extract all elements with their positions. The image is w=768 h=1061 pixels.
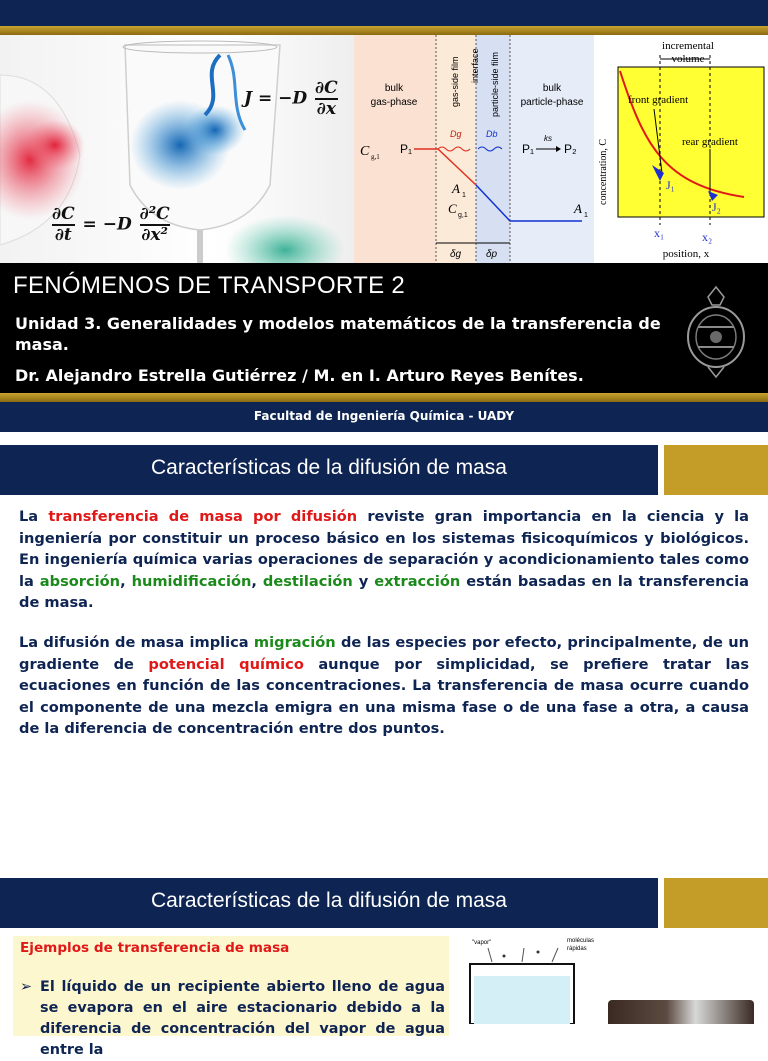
- fick2-rhs-fraction: [140, 205, 170, 245]
- label-moleculas: moléculas: [567, 938, 595, 944]
- section-title-2: Características de la difusión de masa: [150, 889, 507, 912]
- top-navy-bar: [0, 0, 768, 26]
- label-front-gradient: front gradient: [628, 94, 689, 106]
- label-delta-g: δg: [450, 249, 462, 260]
- label-volume: volume: [671, 53, 705, 65]
- label-x2: x₂: [702, 230, 713, 244]
- label-rapidas: rápidas: [567, 946, 587, 952]
- photo-thumbnail: [608, 1000, 754, 1024]
- p1-text-3: ,: [120, 572, 132, 590]
- p1-highlight-diffusion: transferencia de masa por difusión: [48, 508, 358, 525]
- label-interface: interface: [470, 48, 480, 83]
- fick2-rhs-denominator: ∂x²: [141, 225, 168, 245]
- label-a1s-sub: 1: [462, 192, 466, 199]
- p1-text-4: ,: [251, 572, 263, 590]
- paragraph-1: [19, 506, 749, 614]
- p2-text-2: de las especies por efecto, principalmente, de un gradiente de: [19, 634, 749, 673]
- label-j1: J₁: [666, 178, 675, 192]
- label-a1bar-sub: 1: [584, 212, 588, 219]
- label-j2: J₂: [712, 200, 721, 214]
- fick1-denominator: ∂x: [316, 99, 336, 119]
- label-gas-phase: gas-phase: [370, 97, 418, 108]
- label-cgs-sub: g,1: [458, 212, 468, 219]
- p1-highlight-humidificacion: humidificación: [131, 572, 252, 590]
- p1-text-2: reviste gran importancia en la ciencia y la ingeniería por constituir un proceso básico en los sistemas fisicoquímicos y biológicos. En ingeniería química varias operaciones de separación y acondicionamiento tales como la: [19, 508, 750, 590]
- bottom-gold-stripe: [0, 393, 768, 402]
- label-ks: ks: [544, 134, 552, 143]
- p2-highlight-migracion: migración: [253, 634, 336, 651]
- evaporation-diagram: [462, 934, 602, 1024]
- fick2-rhs-numerator: ∂²C: [139, 204, 170, 224]
- header-images: [0, 35, 768, 263]
- p1-text-6: están basadas en la transferencia de masa.: [19, 572, 750, 611]
- examples-title: Ejemplos de transferencia de masa: [20, 940, 290, 956]
- label-dg: Dg: [450, 129, 462, 139]
- label-db: Db: [486, 129, 498, 139]
- label-cg-sub: g,1: [371, 153, 380, 161]
- university-seal-logo: [684, 283, 748, 379]
- title-block: [0, 263, 768, 393]
- course-title: FENÓMENOS DE TRANSPORTE 2: [13, 272, 406, 299]
- gradient-diagram: [594, 35, 768, 263]
- diffusion-glass-image: [0, 35, 354, 263]
- authors-line: Dr. Alejandro Estrella Gutiérrez / M. en I. Arturo Reyes Benítes.: [15, 366, 584, 385]
- fick-first-law: [244, 79, 340, 119]
- p1-text-1: La: [19, 508, 49, 525]
- label-p1-left: P₁: [400, 142, 413, 156]
- bullet-arrow-icon: ➢: [20, 979, 33, 995]
- label-cg: C: [360, 144, 370, 159]
- two-film-diagram: [354, 35, 594, 263]
- label-cgs: C: [448, 201, 457, 216]
- p2-text-3: aunque por simplicidad, se prefiere tratar las ecuaciones en función de las concentraciones. La transferencia de masa ocurre cuando el componente de una mezcla emigra en una misma fase o de una fase a otra, a causa de la diferencia de concentración entre dos puntos.: [19, 655, 750, 737]
- label-p2: P₂: [564, 142, 577, 156]
- slide-examples: [0, 870, 768, 1058]
- paragraph-2: [19, 632, 749, 740]
- p1-text-5: y: [352, 572, 375, 590]
- example-item-1-text: El líquido de un recipiente abierto lleno de agua se evapora en el aire estacionario debido a la diferencia de concentración del vapor de agua entre la: [40, 979, 445, 1058]
- examples-box: [13, 936, 449, 1058]
- label-delta-p: δp: [486, 249, 498, 260]
- label-vapor: "vapor": [472, 940, 492, 946]
- fick1-numerator: ∂C: [315, 78, 338, 98]
- label-particle-side-film: particle-side film: [490, 51, 500, 117]
- gradient-svg: [594, 35, 768, 263]
- title-slide: [0, 0, 768, 432]
- p1-highlight-destilacion: destilación: [262, 572, 353, 590]
- label-rear-gradient: rear gradient: [682, 136, 738, 148]
- label-a1s: A: [452, 181, 460, 196]
- label-x1: x₁: [654, 226, 665, 240]
- gold-accent-box: [664, 445, 768, 495]
- label-gas-side-film: gas-side film: [450, 56, 460, 107]
- p1-highlight-extraccion: extracción: [374, 572, 461, 590]
- section-header: [0, 445, 658, 495]
- two-film-svg: [354, 35, 594, 263]
- p1-highlight-absorcion: absorción: [39, 572, 121, 590]
- label-bulk-gas: bulk: [384, 83, 404, 94]
- unit-subtitle: Unidad 3. Generalidades y modelos matemáticos de la transferencia de masa.: [15, 314, 661, 354]
- gold-accent-box-2: [664, 878, 768, 928]
- label-xlabel: position, x: [662, 248, 710, 260]
- footer-bar: [0, 402, 768, 432]
- p2-text-1: La difusión de masa implica: [19, 634, 254, 651]
- fick2-lhs-denominator: ∂t: [54, 225, 72, 245]
- fick1-lhs: J = −D: [244, 88, 308, 109]
- label-incremental: incremental: [662, 40, 714, 52]
- fick2-mid: = −D: [82, 214, 132, 235]
- fick2-lhs-numerator: ∂C: [52, 204, 75, 224]
- label-particle-phase: particle-phase: [520, 97, 584, 108]
- label-ylabel: concentration, C: [598, 138, 609, 205]
- section-title: Características de la difusión de masa: [150, 456, 507, 479]
- fick-second-law: [50, 205, 172, 245]
- slide-characteristics: [0, 432, 768, 870]
- top-gold-stripe: [0, 26, 768, 35]
- label-bulk-particle: bulk: [542, 83, 562, 94]
- fick2-lhs-fraction: [52, 205, 75, 245]
- example-item-1: [20, 977, 445, 1061]
- faculty-footer: Facultad de Ingeniería Química - UADY: [253, 409, 515, 423]
- p2-highlight-potencial: potencial químico: [148, 655, 304, 673]
- fick1-fraction: [315, 79, 338, 119]
- section-header-2: [0, 878, 658, 928]
- label-p1-right: P₁: [522, 142, 535, 156]
- label-a1bar: A: [574, 201, 582, 216]
